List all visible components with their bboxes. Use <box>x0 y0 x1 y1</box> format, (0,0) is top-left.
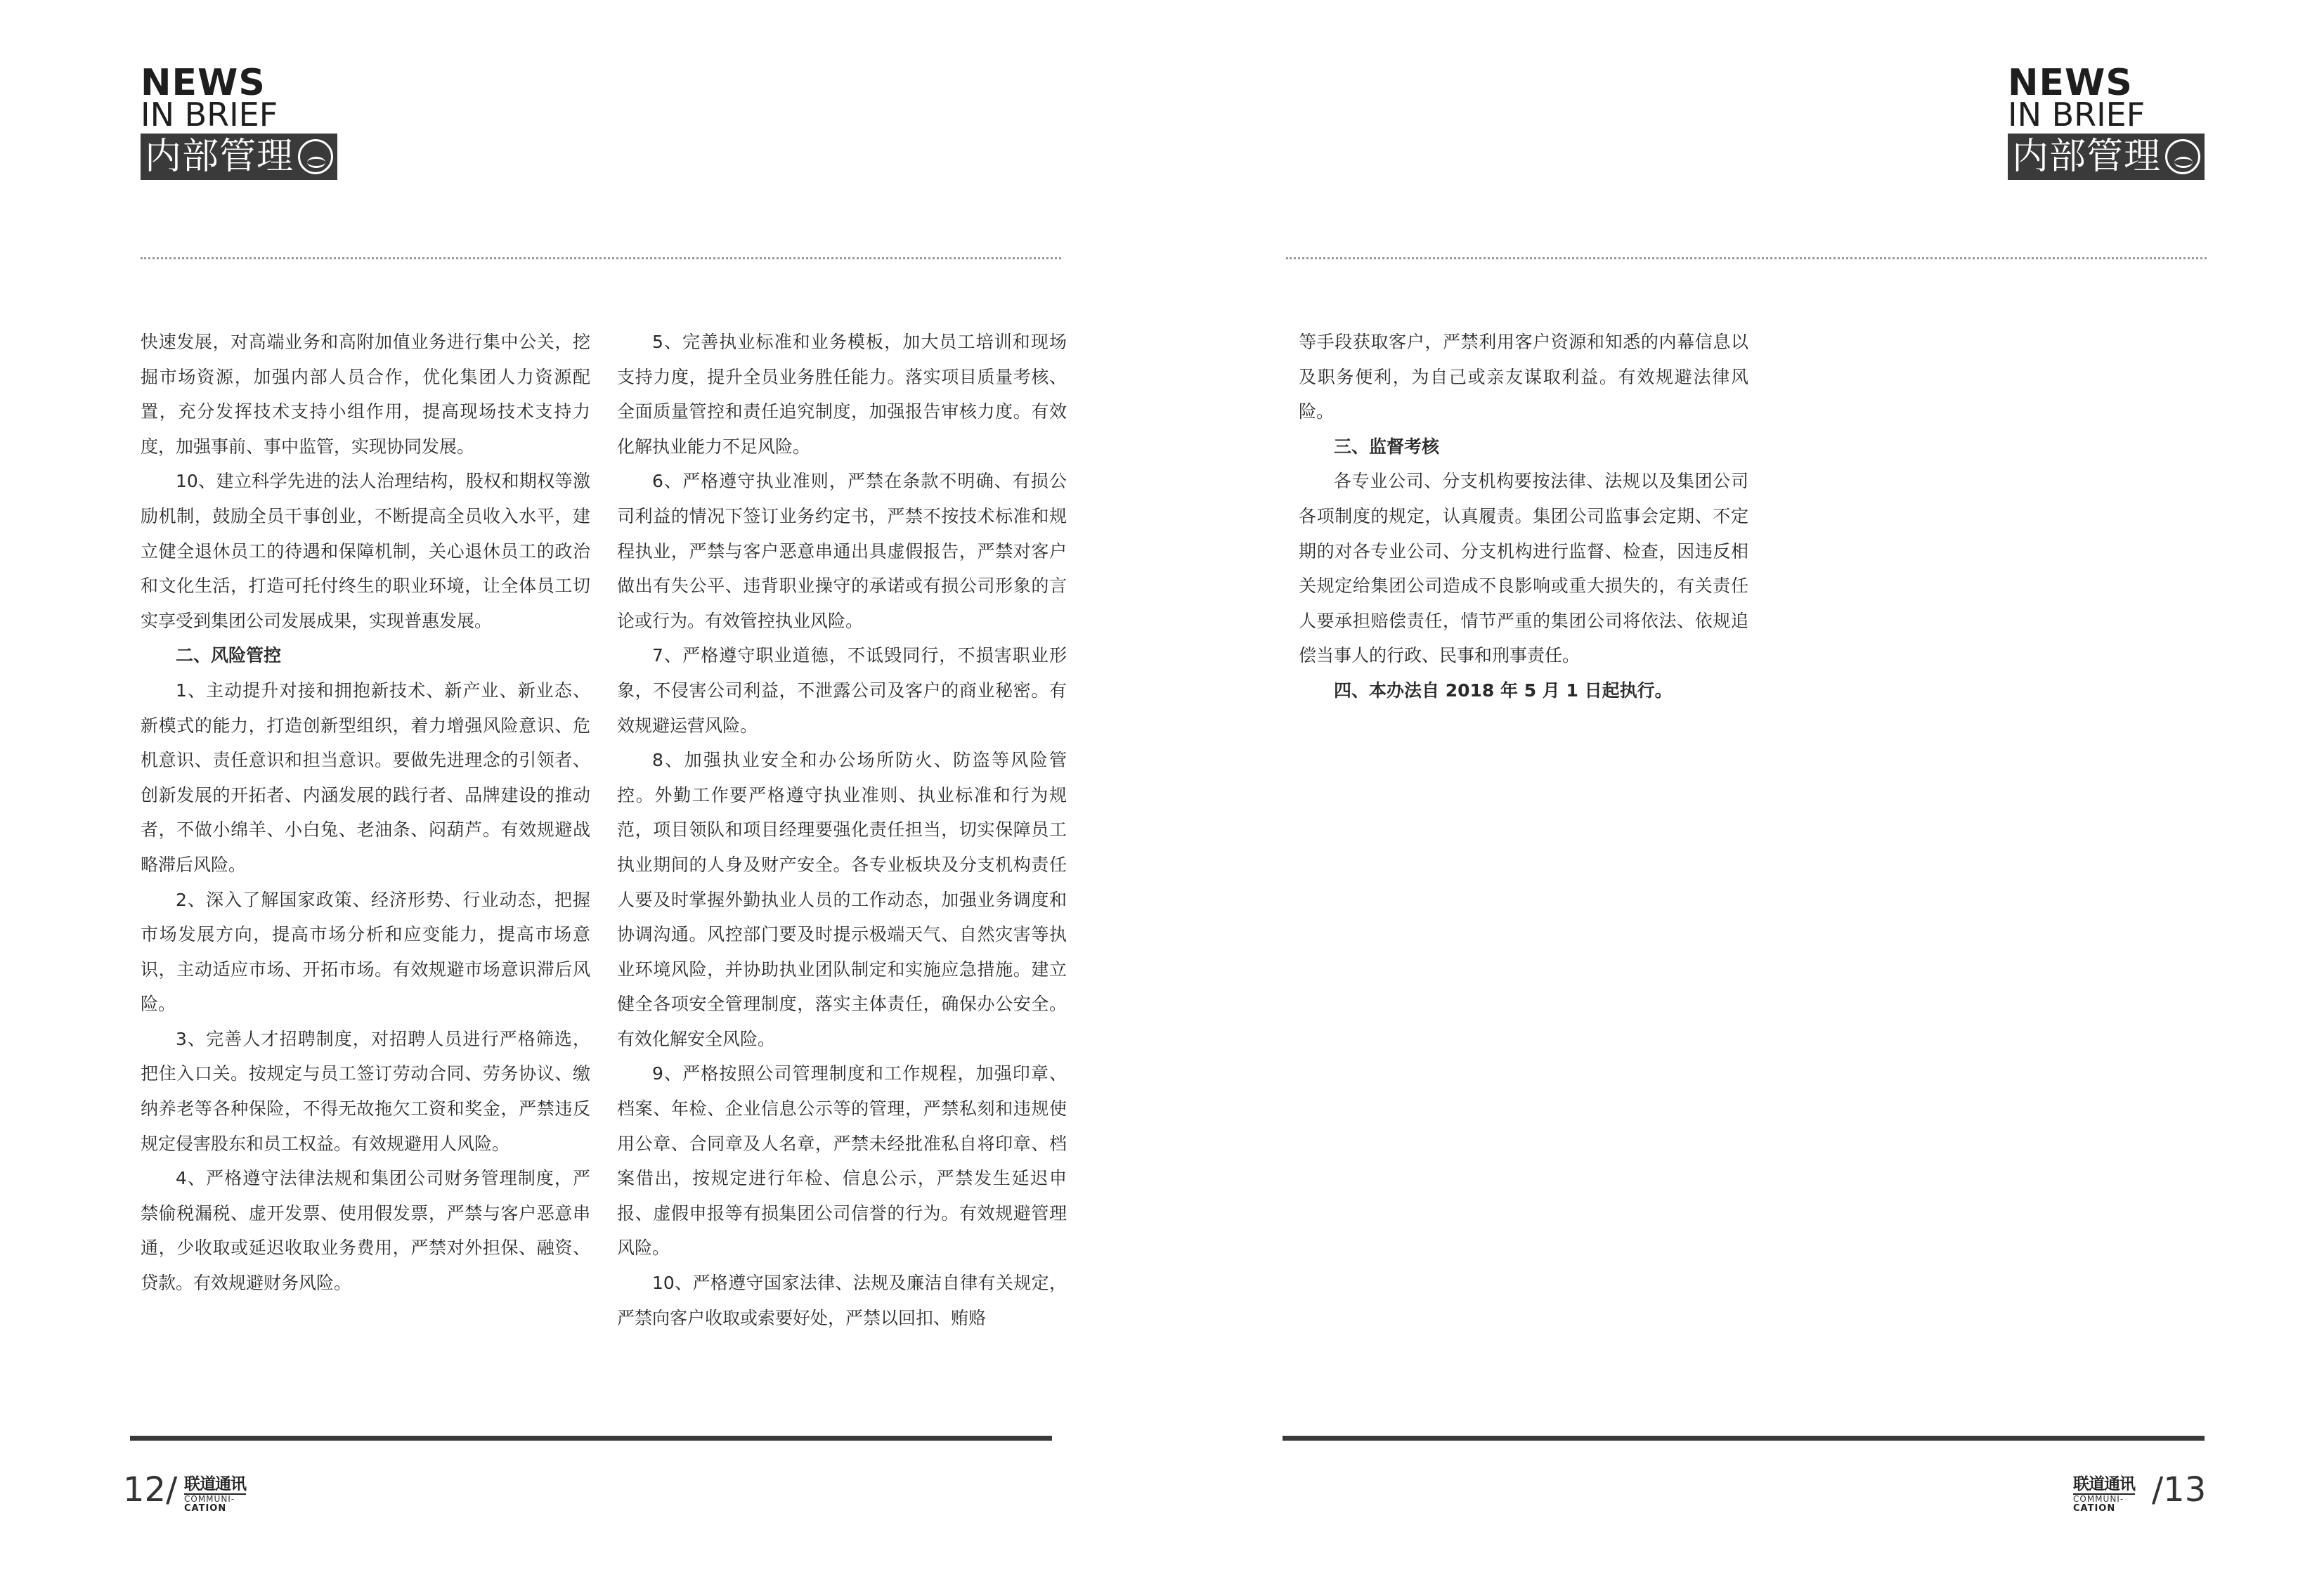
header-section-badge <box>141 134 337 180</box>
ornament-icon <box>2165 139 2200 174</box>
logo-sub2: CATION <box>184 1503 227 1514</box>
text-column-1 <box>141 325 590 1301</box>
paragraph: 7、严格遵守职业道德，不诋毁同行，不损害职业形象，不侵害公司利益，不泄露公司及客户的商业秘密。有效规避运营风险。 <box>617 645 1067 736</box>
paragraph: 快速发展，对高端业务和高附加值业务进行集中公关，挖掘市场资源，加强内部人员合作，优化集团人力资源配置，充分发挥技术支持小组作用，提高现场技术支持力度，加强事前、事中监管，实现协同发展。 <box>141 332 590 457</box>
footer-rule-right <box>1283 1436 2205 1441</box>
logo-sub: COMMUNI- <box>184 1494 235 1504</box>
paragraph: 6、严格遵守执业准则，严禁在条款不明确、有损公司利益的情况下签订业务约定书，严禁不按技术标准和规程执业，严禁与客户恶意串通出具虚假报告，严禁对客户做出有失公平、违背职业操守的承诺或有损公司形象的言论或行为。有效管控执业风险。 <box>617 471 1067 631</box>
paragraph: 2、深入了解国家政策、经济形势、行业动态，把握市场发展方向，提高市场分析和应变能力，提高市场意识，主动适应市场、开拓市场。有效规避市场意识滞后风险。 <box>141 889 590 1015</box>
dotted-divider-left <box>141 257 1061 259</box>
paragraph: 4、严格遵守法律法规和集团公司财务管理制度，严禁偷税漏税、虚开发票、使用假发票，严禁与客户恶意串通，少收取或延迟收取业务费用，严禁对外担保、融资、贷款。有效规避财务风险。 <box>141 1168 590 1294</box>
ornament-icon <box>298 139 333 174</box>
page-slash: / <box>166 1470 178 1510</box>
text-column-2 <box>617 325 1067 1335</box>
header-news: NEWS <box>141 62 266 104</box>
page-number: 13 <box>2163 1470 2207 1510</box>
header-news: NEWS <box>2008 62 2133 104</box>
header-left <box>141 62 337 180</box>
dotted-divider-right <box>1286 257 2207 259</box>
paragraph: 8、加强执业安全和办公场所防火、防盗等风险管控。外勤工作要严格遵守执业准则、执业标准和行为规范，项目领队和项目经理要强化责任担当，切实保障员工执业期间的人身及财产安全。各专业板块及分支机构责任人要及时掌握外勤执业人员的工作动态，加强业务调度和协调沟通。风控部门要及时提示极端天气、自然灾害等执业环境风险，并协助执业团队制定和实施应急措施。建立健全各项安全管理制度，落实主体责任，确保办公安全。有效化解安全风险。 <box>617 750 1067 1049</box>
header-in-brief: IN BRIEF <box>141 96 278 134</box>
paragraph: 9、严格按照公司管理制度和工作规程，加强印章、档案、年检、企业信息公示等的管理，严禁私刻和违规使用公章、合同章及人名章，严禁未经批准私自将印章、档案借出，按规定进行年检、信息公示，严禁发生延迟申报、虚假申报等有损集团公司信誉的行为。有效规避管理风险。 <box>617 1063 1067 1259</box>
section-heading: 二、风险管控 <box>176 645 282 666</box>
paragraph: 5、完善执业标准和业务模板，加大员工培训和现场支持力度，提升全员业务胜任能力。落实项目质量考核、全面质量管控和责任追究制度，加强报告审核力度。有效化解执业能力不足风险。 <box>617 332 1067 457</box>
paragraph: 10、建立科学先进的法人治理结构，股权和期权等激励机制，鼓励全员干事创业，不断提高全员收入水平，建立健全退休员工的待遇和保障机制，关心退休员工的政治和文化生活，打造可托付终生的职业环境，让全体员工切实享受到集团公司发展成果，实现普惠发展。 <box>141 471 590 631</box>
paragraph: 10、严格遵守国家法律、法规及廉洁自律有关规定，严禁向客户收取或索要好处，严禁以回扣、贿赂 <box>617 1273 1067 1328</box>
header-right <box>2008 62 2205 180</box>
header-section-title: 内部管理 <box>145 136 294 178</box>
logo-sub: COMMUNI- <box>2073 1494 2124 1504</box>
paragraph: 1、主动提升对接和拥抱新技术、新产业、新业态、新模式的能力，打造创新型组织，着力增强风险意识、危机意识、责任意识和担当意识。要做先进理念的引领者、创新发展的开拓者、内涵发展的践行者、品牌建设的推动者，不做小绵羊、小白兔、老油条、闷葫芦。有效规避战略滞后风险。 <box>141 680 590 875</box>
footer-rule-left <box>130 1436 1052 1441</box>
header-in-brief: IN BRIEF <box>2008 96 2146 134</box>
paragraph: 各专业公司、分支机构要按法律、法规以及集团公司各项制度的规定，认真履责。集团公司监事会定期、不定期的对各专业公司、分支机构进行监督、检查，因违反相关规定给集团公司造成不良影响或重大损失的，有关责任人要承担赔偿责任，情节严重的集团公司将依法、依规追偿当事人的行政、民事和刑事责任。 <box>1299 471 1748 666</box>
section-heading: 四、本办法自 2018 年 5 月 1 日起执行。 <box>1334 680 1673 701</box>
page-slash: / <box>2152 1470 2164 1510</box>
text-column-3 <box>1299 325 1748 708</box>
logo-left <box>184 1476 261 1514</box>
section-heading: 三、监督考核 <box>1334 436 1440 457</box>
paragraph: 3、完善人才招聘制度，对招聘人员进行严格筛选，把住入口关。按规定与员工签订劳动合同、劳务协议、缴纳养老等各种保险，不得无故拖欠工资和奖金，严禁违反规定侵害股东和员工权益。有效规避用人风险。 <box>141 1028 590 1154</box>
page-number-left <box>123 1470 177 1510</box>
logo-title: 联道通讯 <box>2073 1475 2135 1493</box>
header-section-badge <box>2008 134 2205 180</box>
logo-sub2: CATION <box>2073 1503 2116 1514</box>
logo-right <box>2073 1476 2150 1514</box>
logo-title: 联道通讯 <box>184 1475 246 1493</box>
page-number-right <box>2152 1470 2206 1510</box>
header-section-title: 内部管理 <box>2012 136 2162 178</box>
paragraph: 等手段获取客户，严禁利用客户资源和知悉的内幕信息以及职务便利，为自己或亲友谋取利益。有效规避法律风险。 <box>1299 332 1748 422</box>
page-number: 12 <box>123 1470 167 1510</box>
